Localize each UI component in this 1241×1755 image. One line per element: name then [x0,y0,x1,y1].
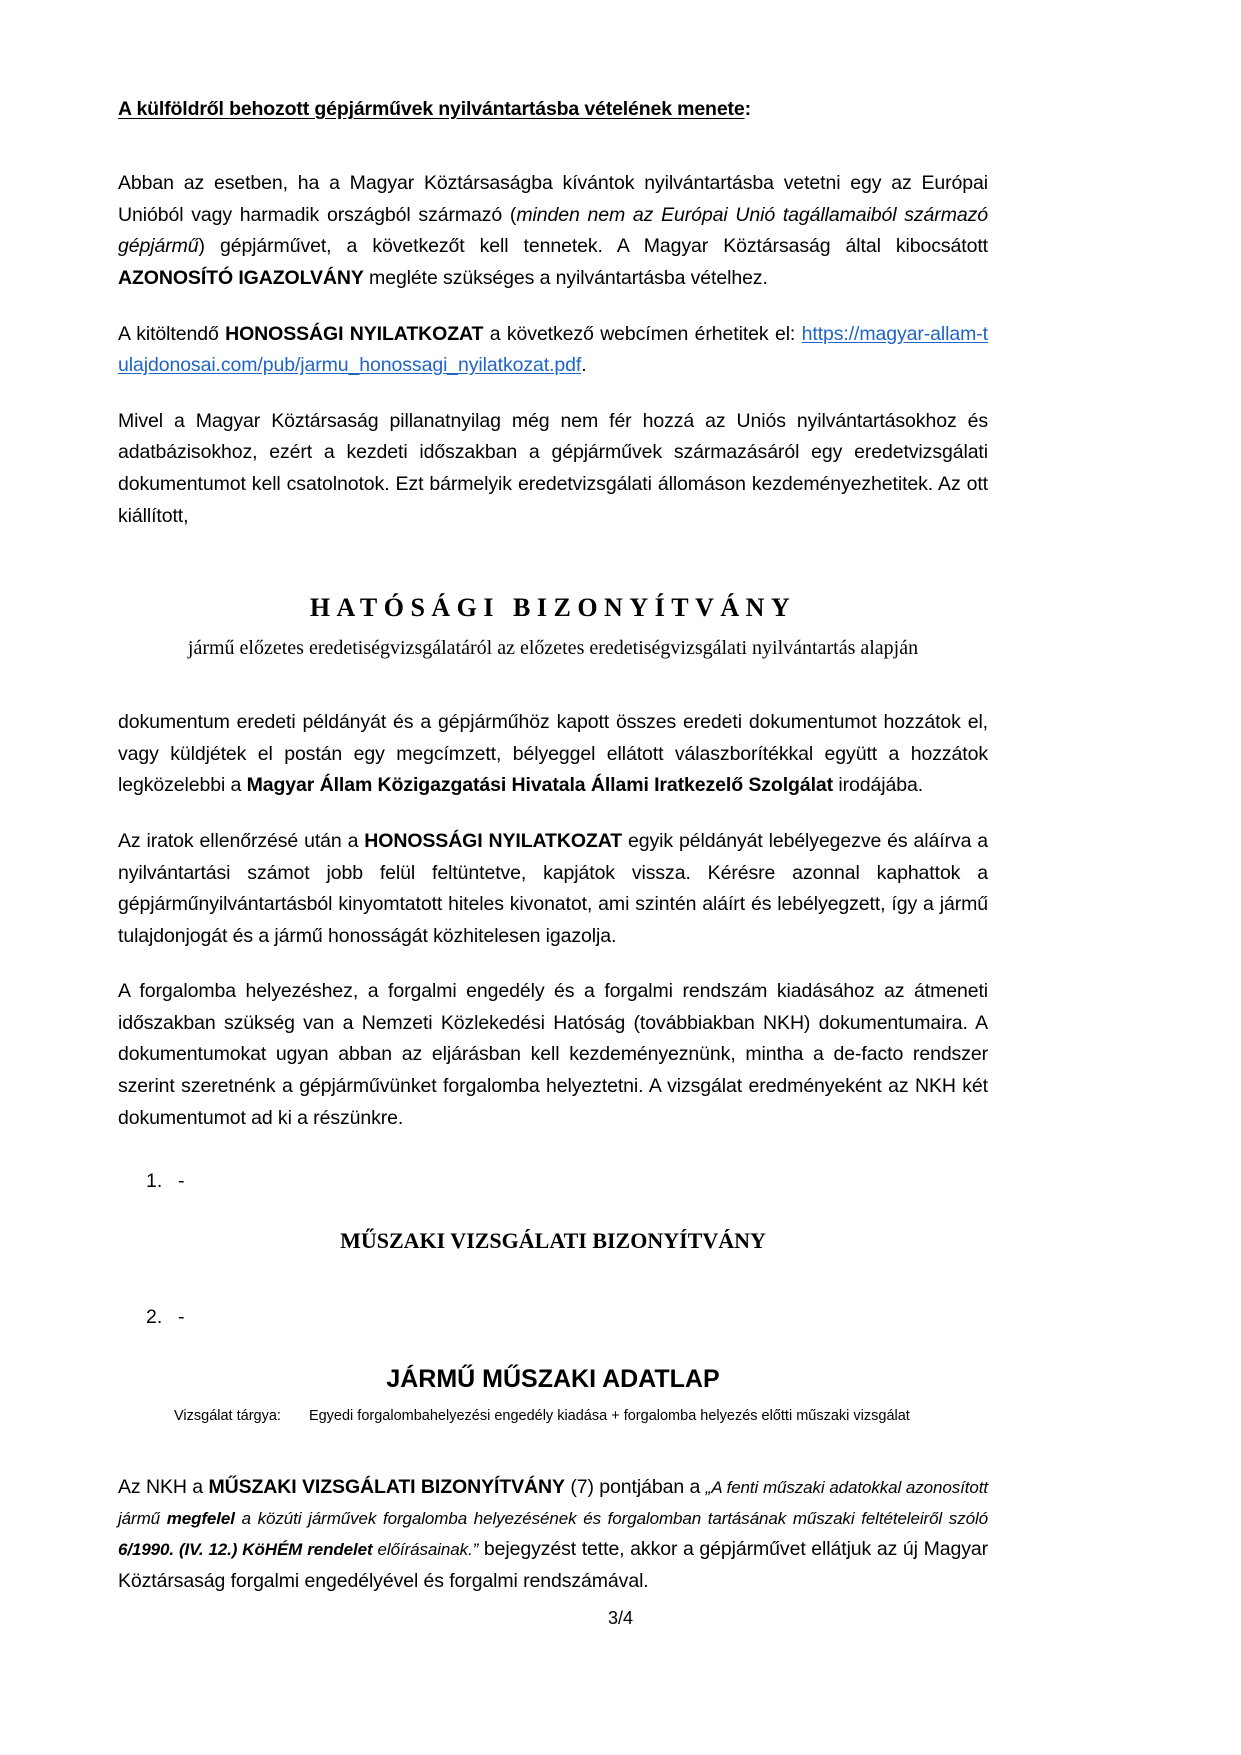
quote-c: a közúti járművek forgalomba helyezésének és forgalomban tartásának műszaki feltételeiről szóló [234,1509,988,1529]
send-docs-part2: irodájába. [833,774,924,797]
intro-part2: ) gépjárművet, a következőt kell tennetek. A Magyar Köztársaság által kibocsátott [198,235,988,258]
paragraph-after-check [118,826,988,952]
after-check-part2: egyik példányát lebélyegezve és aláírva a nyilvántartási számot jobb felül feltüntetve, kapjátok vissza. Kérésre azonnal kaphattok a gépjárműnyilvántartásból kinyomtatott hiteles kivonatot, ami szintén aláírt és lebélyegzett, így a jármű tulajdonjogát és a jármű honosságát közhitelesen igazolja. [118,830,989,947]
declaration-bold: HONOSSÁGI NYILATKOZAT [225,322,484,345]
spacer [118,966,988,976]
spacer [118,1333,988,1363]
closing-part2: (7) pontjában a [564,1475,706,1498]
list-item-marker: 1. [146,1170,163,1193]
spacer [118,1148,988,1166]
list-item [118,1166,988,1197]
numbered-list-second [118,1302,988,1333]
quote-open: „ [705,1477,712,1497]
list-item-marker: 2. [146,1306,163,1328]
list-item-dash: - [178,1170,185,1193]
spacer [118,816,988,826]
list-item [118,1302,988,1333]
after-check-bold: HONOSSÁGI NYILATKOZAT [364,830,623,853]
spacer [118,309,988,319]
heading-muszaki-vizsgalati-bizonyitvany: MŰSZAKI VIZSGÁLATI BIZONYÍTVÁNY [340,1228,766,1254]
intro-part1: Abban az esetben, ha a Magyar Köztársaságba kívántok nyilvántartásba vetetni egy az Európai Unióból vagy harmadik országból származó ( [118,172,988,226]
spacer [118,396,988,406]
numbered-list [118,1166,988,1197]
page-title-text: A külföldről behozott gépjárművek nyilvántartásba vételének menete [118,98,745,120]
spacer [118,122,988,168]
intro-italic: minden nem az Európai Unió tagállamaiból származó gépjármű [118,203,988,258]
intro-part3: megléte szükséges a nyilvántartásba vételhez. [363,267,768,290]
quote-bold-rendelet: 6/1990. (IV. 12.) KöHÉM rendelet [118,1540,373,1560]
page-title [118,96,988,122]
spacer [118,1426,988,1472]
paragraph-origin-check: Mivel a Magyar Köztársaság pillanatnyilag még nem fér hozzá az Uniós nyilvántartásokhoz és adatbázisokhoz, ezért a kezdeti időszakban a gépjárművek származásáról egy eredetvizsgálati dokumentumot kell csatolnotok. Ezt bármelyik eredetvizsgálati állomáson kezdeményezhetitek. Az ott kiállított, [118,409,988,527]
declaration-part2: a következő webcímen érhetitek el: [483,322,802,345]
spacer [118,661,988,707]
declaration-part1: A kitöltendő [118,322,226,345]
list-item-dash: - [178,1306,185,1328]
send-docs-part1: dokumentum eredeti példányát és a gépjárműhöz kapott összes eredeti dokumentumot hozzátok el, vagy küldjétek el postán egy megcímzett, bélyeggel ellátott válaszborítékkal együtt a hozzátok legközelebbi a [118,711,988,797]
document-content [118,96,988,1597]
intro-bold: AZONOSÍTÓ IGAZOLVÁNY [118,267,364,290]
quote-e: előírásainak. [372,1540,473,1560]
closing-part3: bejegyzést tette, akkor a gépjárművet ellátjuk az új Magyar Köztársaság forgalmi engedélyével és forgalmi rendszámával. [118,1538,988,1592]
certificate-subtitle: jármű előzetes eredetiségvizsgálatáról az előzetes eredetiségvizsgálati nyilvántartás alapján [187,637,919,660]
certificate-heading: HATÓSÁGI BIZONYÍTVÁNY [309,593,797,623]
quote-a: A fenti műszaki adatokkal azonosított jármű [118,1477,988,1529]
spacer [118,1256,988,1302]
declaration-part3: . [581,354,587,377]
heading-jarmu-muszaki-adatlap: JÁRMŰ MŰSZAKI ADATLAP [386,1365,720,1394]
closing-bold1: MŰSZAKI VIZSGÁLATI BIZONYÍTVÁNY [208,1475,565,1498]
closing-part1: Az NKH a [118,1475,209,1498]
subject-label: Vizsgálat tárgya: [174,1407,281,1424]
quote-close: ” [472,1540,479,1560]
quote-bold-megfelel: megfelel [166,1509,235,1529]
paragraph-send-documents [118,707,988,802]
page-title-colon: : [744,98,751,120]
subject-row [118,1406,988,1426]
honossagi-nyilatkozat-link[interactable]: https://magyar-allam-tulajdonosai.com/pub/jarmu_honossagi_nyilatkozat.pdf [118,322,988,377]
paragraph-intro [118,168,988,294]
spacer [118,1197,988,1227]
paragraph-declaration [118,319,988,382]
send-docs-bold: Magyar Állam Közigazgatási Hivatala Állami Iratkezelő Szolgálat [246,774,834,797]
subject-value: Egyedi forgalombahelyezési engedély kiadása + forgalomba helyezés előtti műszaki vizsgálat [308,1407,910,1424]
page-number: 3/4 [607,1608,634,1628]
paragraph-nkh: A forgalomba helyezéshez, a forgalmi engedély és a forgalmi rendszám kiadásához az átmeneti időszakban szükség van a Nemzeti Közlekedési Hatóság (továbbiakban NKH) dokumentumaira. A dokumentumokat ugyan abban az eljárásban kell kezdeményeznünk, mintha a de-facto rendszer szerint szeretnénk a gépjárművünket forgalomba helyeztetni. A vizsgálat eredményeként az NKH két dokumentumot ad ki a részünkre. [118,980,988,1129]
after-check-part1: Az iratok ellenőrzésé után a [118,830,365,853]
spacer [118,546,988,592]
paragraph-closing [118,1472,988,1597]
